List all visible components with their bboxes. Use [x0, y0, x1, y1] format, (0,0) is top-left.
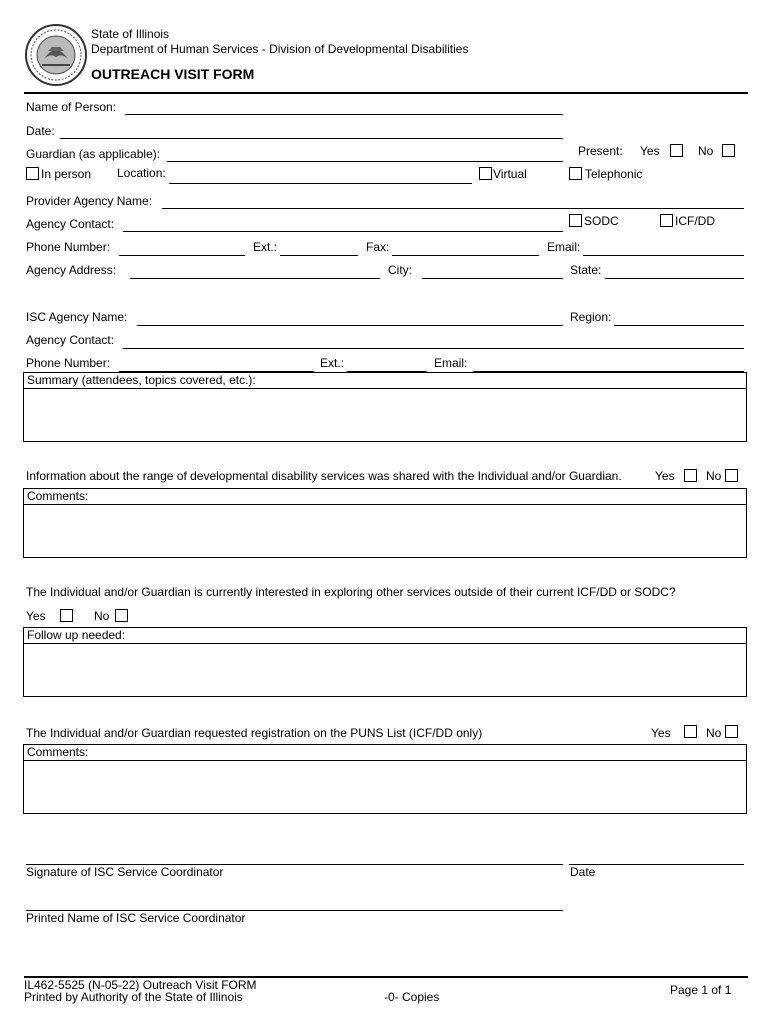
- provider-phone-field[interactable]: [119, 255, 245, 256]
- provider-state-field[interactable]: [605, 278, 744, 279]
- provider-email-field[interactable]: [583, 255, 744, 256]
- q1-yes-label: Yes: [655, 469, 675, 483]
- date-field[interactable]: [60, 138, 563, 139]
- provider-agency-name-field[interactable]: [162, 208, 744, 209]
- provider-ext-label: Ext.:: [253, 240, 278, 254]
- date-label: Date:: [26, 124, 55, 138]
- provider-city-label: City:: [388, 263, 412, 277]
- q3-text: The Individual and/or Guardian requested registration on the PUNS List (ICF/DD only): [26, 726, 483, 740]
- isc-ext-label: Ext.:: [320, 356, 345, 370]
- q2-text: The Individual and/or Guardian is currently interested in exploring other services outside of their current ICF/DD or SODC?: [26, 585, 676, 599]
- form-title: OUTREACH VISIT FORM: [91, 66, 255, 82]
- provider-address-field[interactable]: [130, 278, 380, 279]
- sodc-label: SODC: [584, 214, 619, 228]
- printed-by: Printed by Authority of the State of Illinois: [24, 990, 243, 1004]
- isc-agency-contact-label: Agency Contact:: [26, 333, 115, 347]
- copies-text: -0- Copies: [384, 990, 440, 1004]
- q2-no-label: No: [94, 609, 110, 623]
- telephonic-checkbox[interactable]: [569, 167, 582, 180]
- isc-agency-name-field[interactable]: [137, 325, 563, 326]
- isc-region-label: Region:: [570, 310, 612, 324]
- q2-followup-box[interactable]: [23, 627, 747, 697]
- isc-agency-name-label: ISC Agency Name:: [26, 310, 128, 324]
- virtual-label: Virtual: [493, 167, 527, 181]
- q1-comments-label: Comments:: [27, 489, 89, 503]
- guardian-label: Guardian (as applicable):: [26, 147, 161, 161]
- provider-city-field[interactable]: [422, 278, 563, 279]
- present-label: Present:: [578, 144, 623, 158]
- q1-no-label: No: [706, 469, 722, 483]
- guardian-field[interactable]: [167, 161, 563, 162]
- location-field[interactable]: [169, 183, 472, 184]
- q3-comments-label: Comments:: [27, 745, 89, 759]
- location-label: Location:: [117, 166, 166, 180]
- summary-box[interactable]: [23, 372, 747, 442]
- provider-email-label: Email:: [547, 240, 581, 254]
- isc-agency-contact-field[interactable]: [123, 348, 744, 349]
- provider-fax-label: Fax:: [366, 240, 390, 254]
- signature-label: Signature of ISC Service Coordinator: [26, 865, 224, 879]
- provider-address-label: Agency Address:: [26, 263, 117, 277]
- isc-email-label: Email:: [434, 356, 468, 370]
- q2-yes-checkbox[interactable]: [60, 609, 73, 622]
- provider-agency-name-label: Provider Agency Name:: [26, 194, 153, 208]
- name-of-person-field[interactable]: [125, 114, 563, 115]
- q3-yes-checkbox[interactable]: [684, 725, 697, 738]
- in-person-checkbox[interactable]: [26, 167, 39, 180]
- icfdd-label: ICF/DD: [675, 214, 715, 228]
- q1-text: Information about the range of developmental disability services was shared with the Individual and/or Guardian.: [26, 469, 622, 483]
- present-no-label: No: [698, 144, 714, 158]
- q1-no-checkbox[interactable]: [725, 469, 738, 482]
- q3-yes-label: Yes: [651, 726, 671, 740]
- provider-agency-contact-label: Agency Contact:: [26, 217, 115, 231]
- provider-ext-field[interactable]: [280, 255, 358, 256]
- form-number: IL462-5525 (N-05-22) Outreach Visit FORM: [24, 978, 257, 992]
- provider-phone-label: Phone Number:: [26, 240, 111, 254]
- present-yes-checkbox[interactable]: [670, 144, 683, 157]
- summary-label: Summary (attendees, topics covered, etc.):: [27, 373, 256, 387]
- q2-no-checkbox[interactable]: [115, 609, 128, 622]
- isc-phone-label: Phone Number:: [26, 356, 111, 370]
- q1-comments-box[interactable]: [23, 488, 747, 558]
- provider-state-label: State:: [570, 263, 602, 277]
- state-name: State of Illinois: [91, 27, 170, 41]
- virtual-checkbox[interactable]: [479, 167, 492, 180]
- in-person-label: In person: [41, 167, 92, 181]
- name-of-person-label: Name of Person:: [26, 100, 117, 114]
- provider-agency-contact-field[interactable]: [123, 231, 563, 232]
- provider-fax-field[interactable]: [392, 255, 539, 256]
- present-yes-label: Yes: [640, 144, 660, 158]
- q1-yes-checkbox[interactable]: [684, 469, 697, 482]
- telephonic-label: Telephonic: [585, 167, 643, 181]
- isc-region-field[interactable]: [614, 325, 744, 326]
- signature-date-label: Date: [570, 865, 596, 879]
- icfdd-checkbox[interactable]: [660, 214, 673, 227]
- present-no-checkbox[interactable]: [722, 144, 735, 157]
- sodc-checkbox[interactable]: [569, 214, 582, 227]
- q3-no-checkbox[interactable]: [725, 725, 738, 738]
- department-name: Department of Human Services - Division of Developmental Disabilities: [91, 42, 469, 56]
- q2-yes-label: Yes: [26, 609, 46, 623]
- q3-no-label: No: [706, 726, 722, 740]
- header-divider: [24, 92, 748, 94]
- q2-followup-label: Follow up needed:: [27, 628, 126, 642]
- state-seal-icon: [24, 23, 88, 87]
- printed-name-label: Printed Name of ISC Service Coordinator: [26, 911, 246, 925]
- page-number: Page 1 of 1: [670, 983, 732, 997]
- q3-comments-box[interactable]: [23, 744, 747, 814]
